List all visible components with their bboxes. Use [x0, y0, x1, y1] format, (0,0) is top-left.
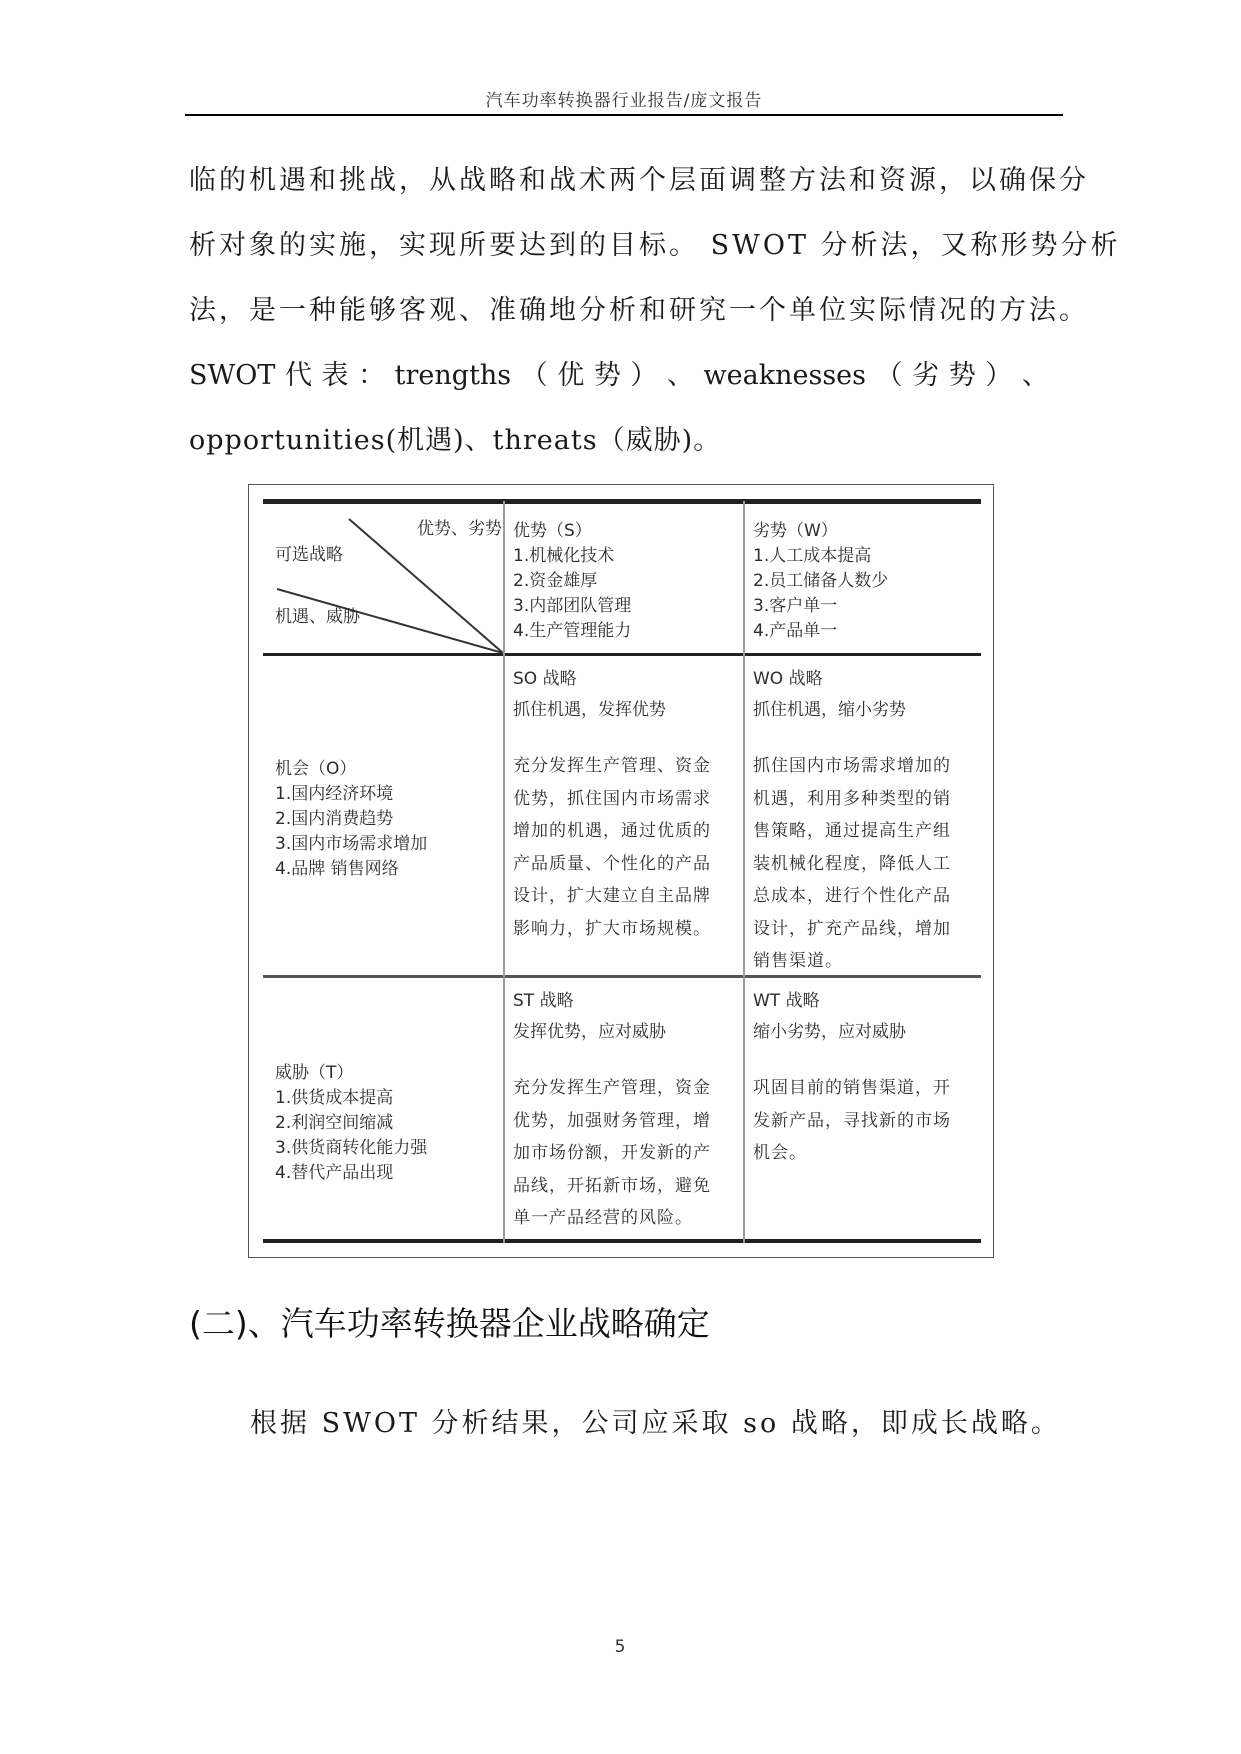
paragraph-line-3: 法，是一种能够客观、准确地分析和研究一个单位实际情况的方法。	[189, 295, 1089, 326]
opportunities-item: 4.品牌 销售网络	[275, 859, 399, 879]
paragraph-line-4-token: 势	[593, 360, 621, 391]
threats-item: 2.利润空间缩减	[275, 1113, 394, 1133]
corner-label-opportunities-threats: 机遇、威胁	[275, 607, 360, 627]
paragraph-line-5: opportunities(机遇)、threats（威胁)。	[189, 425, 722, 456]
table-divider-left	[503, 501, 505, 1243]
st-strategy-cell	[513, 989, 727, 1235]
paragraph-line-4-token: SWOT	[189, 360, 276, 391]
corner-label-strengths-weaknesses: 优势、劣势	[417, 519, 502, 539]
threats-item: 1.供货成本提高	[275, 1088, 394, 1108]
strengths-item: 3.内部团队管理	[513, 596, 632, 616]
opportunities-item: 1.国内经济环境	[275, 784, 394, 804]
so-strategy-title: SO 战略	[513, 669, 577, 689]
so-strategy-text: 充分发挥生产管理、资金优势，抓住国内市场需求增加的机遇，通过优质的产品质量、个性化的产品设计，扩大建立自主品牌影响力，扩大市场规模。	[513, 756, 711, 939]
paragraph-line-4-token: （	[520, 360, 548, 391]
wt-strategy-cell	[753, 989, 967, 1170]
wo-strategy-title: WO 战略	[753, 669, 823, 689]
paragraph-line-4-token: ）	[630, 360, 658, 391]
so-strategy-subtitle: 抓住机遇，发挥优势	[513, 700, 666, 720]
swot-grid	[263, 499, 981, 1244]
paragraph-line-4-token: （	[875, 360, 903, 391]
st-strategy-title: ST 战略	[513, 991, 574, 1011]
threats-item: 3.供货商转化能力强	[275, 1138, 428, 1158]
paragraph-line-4-token: trengths	[394, 360, 512, 391]
opportunities-item: 2.国内消费趋势	[275, 809, 394, 829]
strengths-item: 1.机械化技术	[513, 546, 615, 566]
paragraph-line-4-token: ：	[358, 360, 386, 391]
strengths-cell	[513, 519, 631, 644]
paragraph-line-2: 析对象的实施，实现所要达到的目标。 SWOT 分析法，又称形势分析	[189, 230, 1121, 261]
wo-strategy-cell	[753, 667, 967, 978]
weaknesses-item: 1.人工成本提高	[753, 546, 872, 566]
paragraph-line-4-token: 代	[284, 360, 312, 391]
paragraph-line-4-token: weaknesses	[703, 360, 867, 391]
wt-strategy-text: 巩固目前的销售渠道，开发新产品，寻找新的市场机会。	[753, 1078, 951, 1163]
so-strategy-cell	[513, 667, 727, 945]
wt-strategy-title: WT 战略	[753, 991, 820, 1011]
weaknesses-title: 劣势（W）	[753, 521, 838, 541]
threats-item: 4.替代产品出现	[275, 1163, 394, 1183]
paragraph-line-4	[189, 359, 1049, 393]
wo-strategy-subtitle: 抓住机遇，缩小劣势	[753, 700, 906, 720]
threats-title: 威胁（T）	[275, 1063, 354, 1083]
paragraph-line-4-token: 优	[557, 360, 585, 391]
strengths-item: 2.资金雄厚	[513, 571, 598, 591]
section-heading: (二)、汽车功率转换器企业战略确定	[189, 1304, 710, 1343]
paragraph-line-4-token: 势	[948, 360, 976, 391]
weaknesses-item: 3.客户单一	[753, 596, 838, 616]
swot-table	[248, 484, 994, 1258]
paragraph-line-4-token: 、	[666, 360, 694, 391]
corner-label-strategies: 可选战略	[275, 545, 343, 565]
weaknesses-cell	[753, 519, 888, 644]
table-bottom-rule	[263, 1239, 981, 1243]
weaknesses-item: 4.产品单一	[753, 621, 838, 641]
paragraph-line-1: 临的机遇和挑战，从战略和战术两个层面调整方法和资源，以确保分	[189, 165, 1089, 196]
paragraph-line-4-token: ）	[985, 360, 1013, 391]
st-strategy-text: 充分发挥生产管理，资金优势，加强财务管理，增加市场份额，开发新的产品线，开拓新市场，避免单一产品经营的风险。	[513, 1078, 711, 1228]
opportunities-item: 3.国内市场需求增加	[275, 834, 428, 854]
paragraph-line-4-token: 、	[1021, 360, 1049, 391]
wt-strategy-subtitle: 缩小劣势，应对威胁	[753, 1022, 906, 1042]
wo-strategy-text: 抓住国内市场需求增加的机遇，利用多种类型的销售策略，通过提高生产组装机械化程度，降低人工总成本，进行个性化产品设计，扩充产品线，增加销售渠道。	[753, 756, 951, 971]
page-header: 汽车功率转换器行业报告/庞文报告	[485, 91, 763, 111]
st-strategy-subtitle: 发挥优势，应对威胁	[513, 1022, 666, 1042]
strengths-title: 优势（S）	[513, 521, 592, 541]
opportunities-title: 机会（O）	[275, 759, 357, 779]
opportunities-cell	[275, 757, 427, 882]
conclusion-text: 根据 SWOT 分析结果，公司应采取 so 战略，即成长战略。	[250, 1408, 1061, 1439]
page-number: 5	[614, 1637, 626, 1657]
threats-cell	[275, 1061, 427, 1186]
header-rule	[185, 114, 1063, 116]
paragraph-line-4-token: 表	[321, 360, 349, 391]
weaknesses-item: 2.员工储备人数少	[753, 571, 889, 591]
paragraph-line-4-token: 劣	[912, 360, 940, 391]
table-divider-right	[743, 501, 745, 1243]
strengths-item: 4.生产管理能力	[513, 621, 632, 641]
